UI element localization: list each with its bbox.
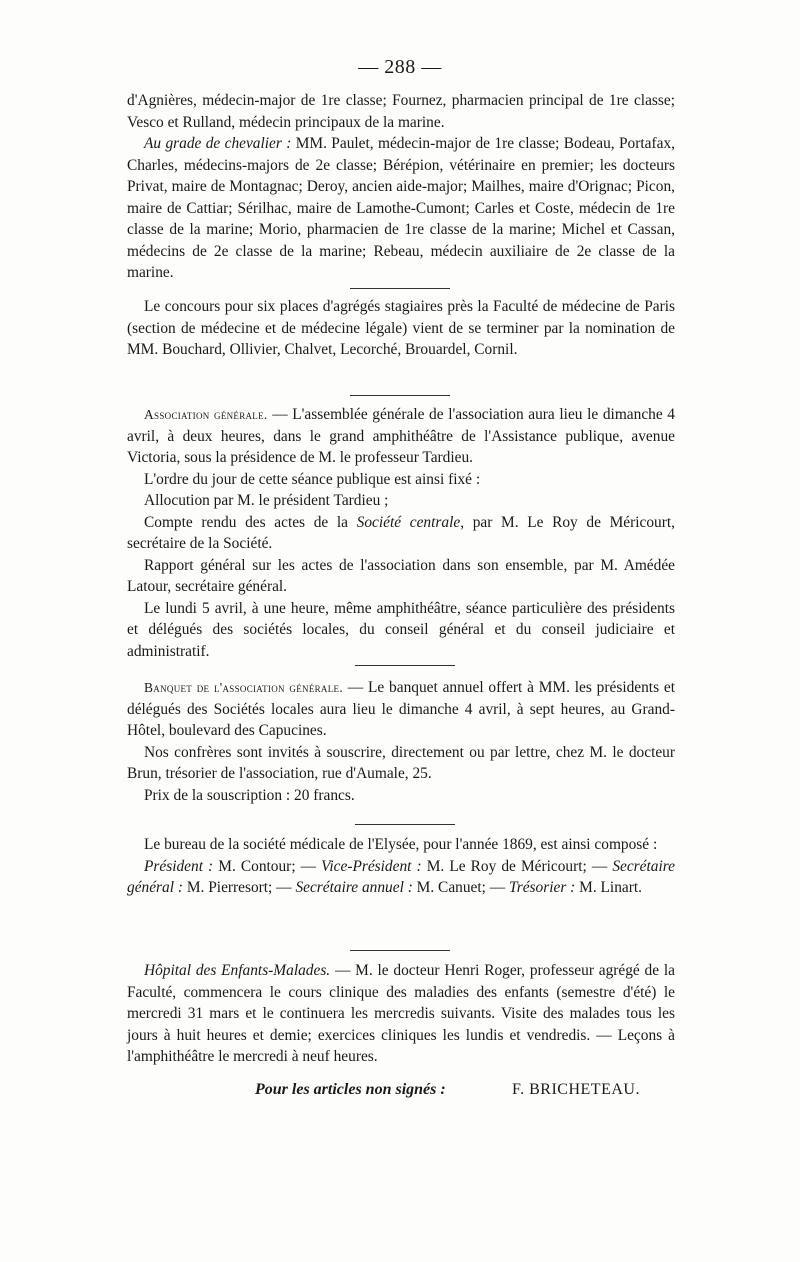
separator-rule <box>355 665 455 666</box>
paragraph-souscription: Nos confrères sont invités à souscrire, directement ou par lettre, chez M. le docteur Brun, trésorier de l'association, rue d'Aumale, 25. <box>127 743 675 782</box>
paragraph-prix: Prix de la souscription : 20 francs. <box>144 786 355 804</box>
separator-rule <box>350 950 450 951</box>
vice-president-value: M. Le Roy de Méricourt; — <box>421 857 613 875</box>
association-text: — L'assemblée générale de l'association aura lieu le dimanche 4 avril, à deux heures, dans le grand amphithéâtre de l'Assistance publique, avenue Victoria, sous la présidence de M. le professeur Tardieu. <box>127 406 676 466</box>
hopital-heading: Hôpital des Enfants-Malades. <box>144 962 331 979</box>
societe-centrale-italic: Société centrale <box>356 513 461 531</box>
compte-rendu-text-a: Compte rendu des actes de la <box>144 513 357 531</box>
paragraph-officers: d'Agnières, médecin-major de 1re classe; Fournez, pharmacien principal de 1re classe; Vesco et Rulland, médecin principaux de la marine. <box>127 92 675 131</box>
secretaire-annuel-value: M. Canuet; — <box>412 879 510 896</box>
section-concours <box>127 296 675 361</box>
vice-president-label: Vice-Président : <box>321 857 422 875</box>
president-label: Président : <box>144 857 214 875</box>
paragraph-bureau: Le bureau de la société médicale de l'Elysée, pour l'année 1869, est ainsi composé : <box>144 836 658 853</box>
paragraph-banquet <box>127 677 675 742</box>
section-societe-elysee <box>127 834 675 899</box>
honors-list <box>127 90 675 284</box>
compte-rendu-text-b: , par M. Le Roy de Méricourt, secrétaire de la Société. <box>127 513 675 552</box>
hopital-text: — M. le docteur Henri Roger, professeur agrégé de la Faculté, commencera le cours clinique des maladies des enfants (semestre d'été) le mercredi 31 mars et le continuera les mercredis suivants. Visite des malades tous les jours à huit heures et demie; exercices cliniques les lundis et vendredis. — Leçons à l'amphithéâtre le mercredi à neuf heures. <box>127 962 675 1065</box>
paragraph-seance-particuliere: Le lundi 5 avril, à une heure, même amphithéâtre, séance particulière des présidents et délégués des sociétés locales, du conseil général et du conseil judiciaire et administratif. <box>127 599 675 660</box>
secretaire-annuel-label: Secrétaire annuel : <box>295 879 413 896</box>
section-association <box>127 404 675 662</box>
paragraph-bureau-members <box>127 856 675 899</box>
paragraph-compte-rendu <box>127 512 675 555</box>
signature-name: F. BRICHETEAU. <box>512 1081 640 1098</box>
paragraph-assemblee <box>127 404 675 469</box>
chevalier-heading: Au grade de chevalier : <box>144 135 292 152</box>
paragraph-enfants-malades <box>127 960 675 1068</box>
chevalier-text: MM. Paulet, médecin-major de 1re classe; Bodeau, Portafax, Charles, médecins-majors de 2e classe; Bérépion, vétérinaire en premier; les docteurs Privat, maire de Montagnac; Deroy, ancien aide-major; Mailhes, maire d'Orignac; Picon, maire de Cattiar; Sérilhac, maire de Lamothe-Cumont; Carles et Coste, médecin de 1re classe de la marine; Morio, pharmacien de 1re classe de la marine; Michel et Cassan, médecins de 2e classe de la marine; Rebeau, médecin auxiliaire de 2e classe de la marine. <box>127 135 675 281</box>
association-heading: Association générale. <box>144 407 268 422</box>
secretaire-general-value: M. Pierresort; — <box>183 879 296 896</box>
signature-label-text: Pour les articles non signés : <box>255 1081 446 1098</box>
section-enfants-malades <box>127 960 675 1068</box>
page-number: — 288 — <box>358 56 442 78</box>
signature-label <box>255 1081 446 1099</box>
paragraph-ordre-du-jour: L'ordre du jour de cette séance publique est ainsi fixé : <box>144 470 481 488</box>
paragraph-rapport: Rapport général sur les actes de l'association dans son ensemble, par M. Amédée Latour, secrétaire général. <box>127 556 675 595</box>
tresorier-label: Trésorier : <box>509 879 576 896</box>
section-banquet <box>127 677 675 806</box>
secretaire-general-label: Secrétaire général : <box>127 857 675 896</box>
separator-rule <box>355 824 455 825</box>
banquet-heading: Banquet de l'association générale. <box>144 680 343 695</box>
separator-rule <box>350 395 450 396</box>
banquet-text: — Le banquet annuel offert à MM. les présidents et délégués des Sociétés locales aura lieu le dimanche 4 avril, à sept heures, au Grand-Hôtel, boulevard des Capucines. <box>127 679 675 739</box>
president-value: M. Contour; — <box>213 857 322 875</box>
paragraph-chevaliers <box>127 133 675 284</box>
paragraph-concours: Le concours pour six places d'agrégés stagiaires près la Faculté de médecine de Paris (section de médecine et de médecine légale) vient de se terminer par la nomination de MM. Bouchard, Ollivier, Chalvet, Lecorché, Brouardel, Cornil. <box>127 298 675 358</box>
tresorier-value: M. Linart. <box>575 879 642 896</box>
paragraph-allocution: Allocution par M. le président Tardieu ; <box>144 492 389 509</box>
separator-rule <box>350 288 450 289</box>
